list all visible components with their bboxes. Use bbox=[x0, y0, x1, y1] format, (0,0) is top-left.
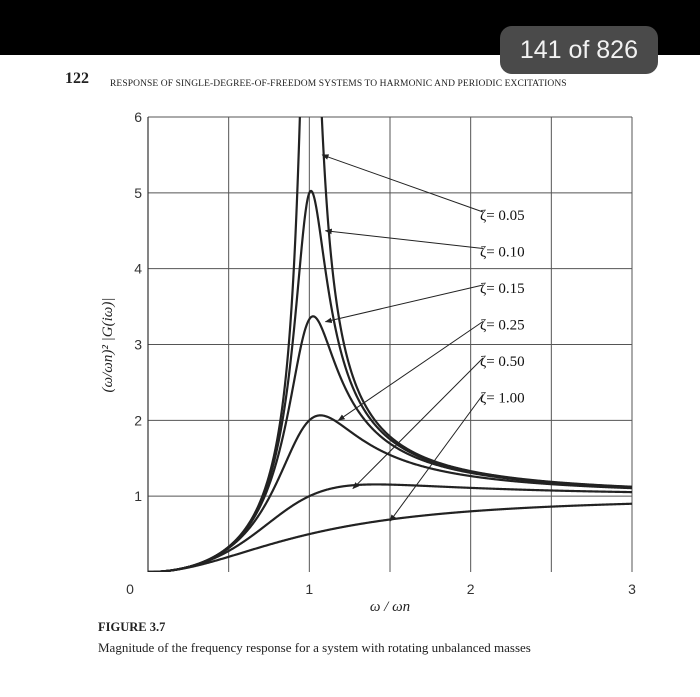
legend-leader-arrow bbox=[322, 155, 483, 212]
y-tick-label: 1 bbox=[134, 488, 142, 505]
x-axis-label: ω / ωn bbox=[369, 599, 411, 615]
legend-leader-arrow bbox=[390, 395, 483, 522]
x-tick-label: 3 bbox=[628, 581, 636, 597]
running-head: RESPONSE OF SINGLE-DEGREE-OF-FREEDOM SYSTEMS TO HARMONIC AND PERIODIC EXCITATIONS bbox=[110, 79, 567, 89]
x-tick-label: 1 bbox=[305, 581, 314, 597]
figure-label: FIGURE 3.7 bbox=[98, 620, 166, 634]
y-tick-label: 6 bbox=[134, 109, 142, 125]
legend-label: ζ= 0.10 bbox=[480, 244, 525, 261]
legend-label: ζ= 0.50 bbox=[480, 354, 525, 370]
legend-label: ζ= 0.25 bbox=[480, 317, 525, 334]
legend-label: ζ= 1.00 bbox=[480, 390, 525, 407]
legend-leader-arrow bbox=[338, 322, 483, 421]
x-tick-label: 0 bbox=[126, 581, 134, 597]
y-tick-label: 5 bbox=[134, 184, 142, 201]
y-tick-label: 3 bbox=[134, 336, 142, 353]
y-axis-label: (ω/ωn)² |G(iω)| bbox=[100, 297, 116, 393]
legend-label: ζ= 0.05 bbox=[480, 208, 525, 224]
y-tick-label: 4 bbox=[134, 260, 142, 277]
x-tick-label: 2 bbox=[466, 581, 475, 597]
figure-caption: Magnitude of the frequency response for a system with rotating unbalanced masses bbox=[98, 640, 531, 655]
legend-label: ζ= 0.15 bbox=[480, 281, 525, 297]
y-tick-label: 2 bbox=[134, 412, 142, 429]
legend-leader-arrow bbox=[325, 285, 483, 322]
page-number: 122 bbox=[65, 70, 89, 87]
legend-leader-arrow bbox=[325, 231, 483, 249]
page-counter-badge: 141 of 826 bbox=[500, 26, 658, 74]
